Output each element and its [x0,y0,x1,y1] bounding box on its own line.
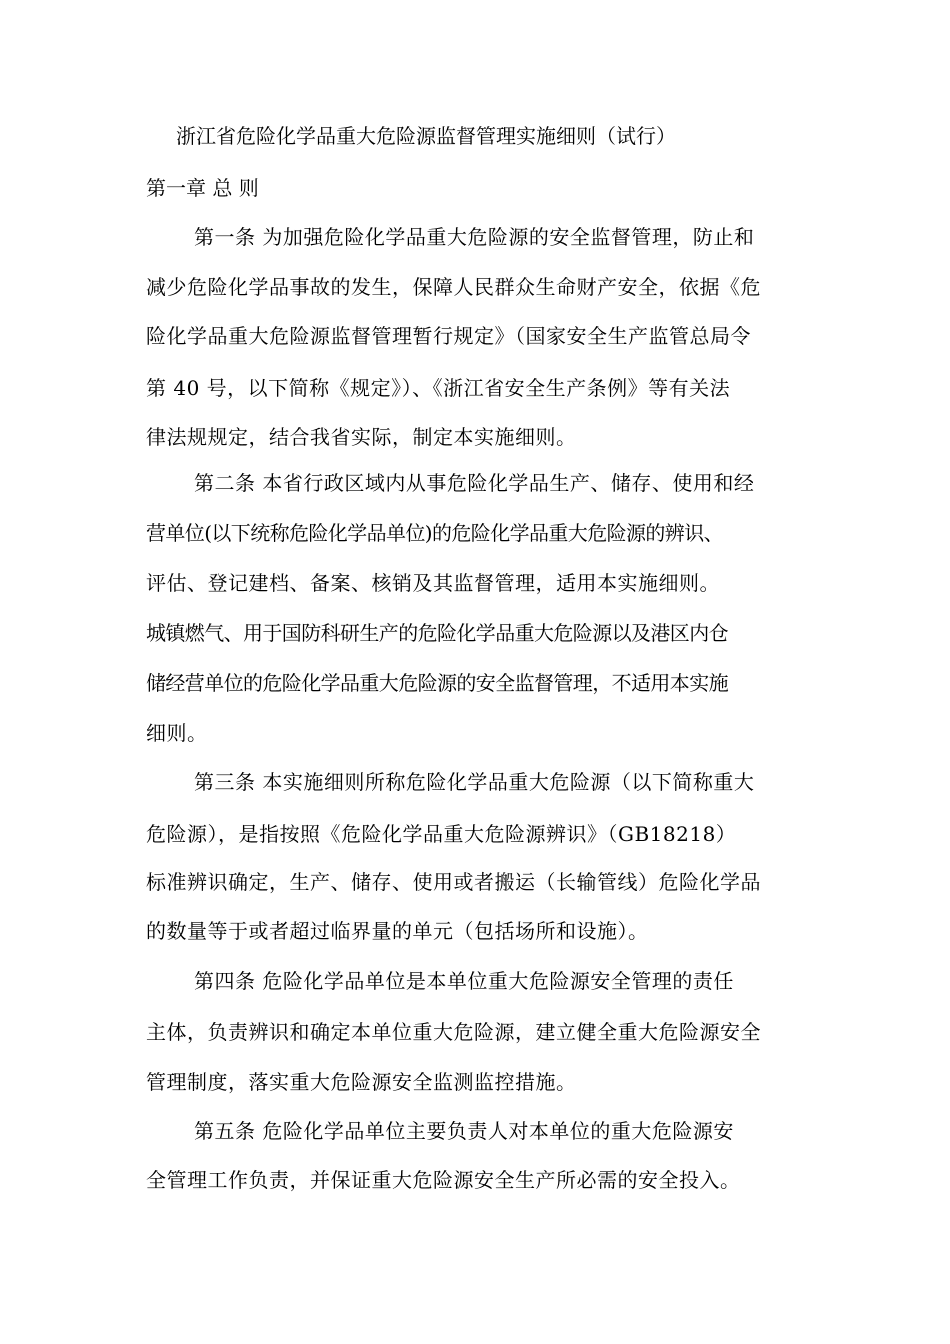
article-line: 第 40 号，以下简称《规定》）、《浙江省安全生产条例》等有关法 [146,376,731,400]
article-line: 的数量等于或者超过临界量的单元（包括场所和设施）。 [146,919,649,943]
article-line: 城镇燃气、用于国防科研生产的危险化学品重大危险源以及港区内仓 [146,621,728,645]
article-line: 第一条 为加强危险化学品重大危险源的安全监督管理，防止和 [194,225,755,249]
article-line: 管理制度，落实重大危险源安全监测监控措施。 [146,1070,577,1094]
article-line: 律法规规定，结合我省实际，制定本实施细则。 [146,425,577,449]
article-line: 储经营单位的危险化学品重大危险源的安全监督管理，不适用本实施 [146,671,728,695]
article-line: 第五条 危险化学品单位主要负责人对本单位的重大危险源安 [194,1119,734,1143]
article-line: 险化学品重大危险源监督管理暂行规定》（国家安全生产监管总局令 [146,324,751,348]
article-line: 主体，负责辨识和确定本单位重大危险源，建立健全重大危险源安全 [146,1020,761,1044]
article-line: 第三条 本实施细则所称危险化学品重大危险源（以下简称重大 [194,770,755,794]
chapter-heading: 第一章 总 则 [146,176,259,200]
article-line: 标准辨识确定，生产、储存、使用或者搬运（长输管线）危险化学品 [146,870,761,894]
document-title: 浙江省危险化学品重大危险源监督管理实施细则（试行） [176,124,676,148]
article-line: 评估、登记建档、备案、核销及其监督管理，适用本实施细则。 [146,571,720,595]
article-line: 第四条 危险化学品单位是本单位重大危险源安全管理的责任 [194,969,734,993]
article-line: 减少危险化学品事故的发生，保障人民群众生命财产安全，依据《危 [146,275,761,299]
article-line: 全管理工作负责，并保证重大危险源安全生产所必需的安全投入。 [146,1168,741,1192]
article-line: 营单位(以下统称危险化学品单位)的危险化学品重大危险源的辨识、 [146,521,724,545]
article-line: 危险源），是指按照《危险化学品重大危险源辨识》（GB18218） [146,822,737,846]
article-line: 细则。 [146,721,208,745]
article-line: 第二条 本省行政区域内从事危险化学品生产、储存、使用和经 [194,471,755,495]
